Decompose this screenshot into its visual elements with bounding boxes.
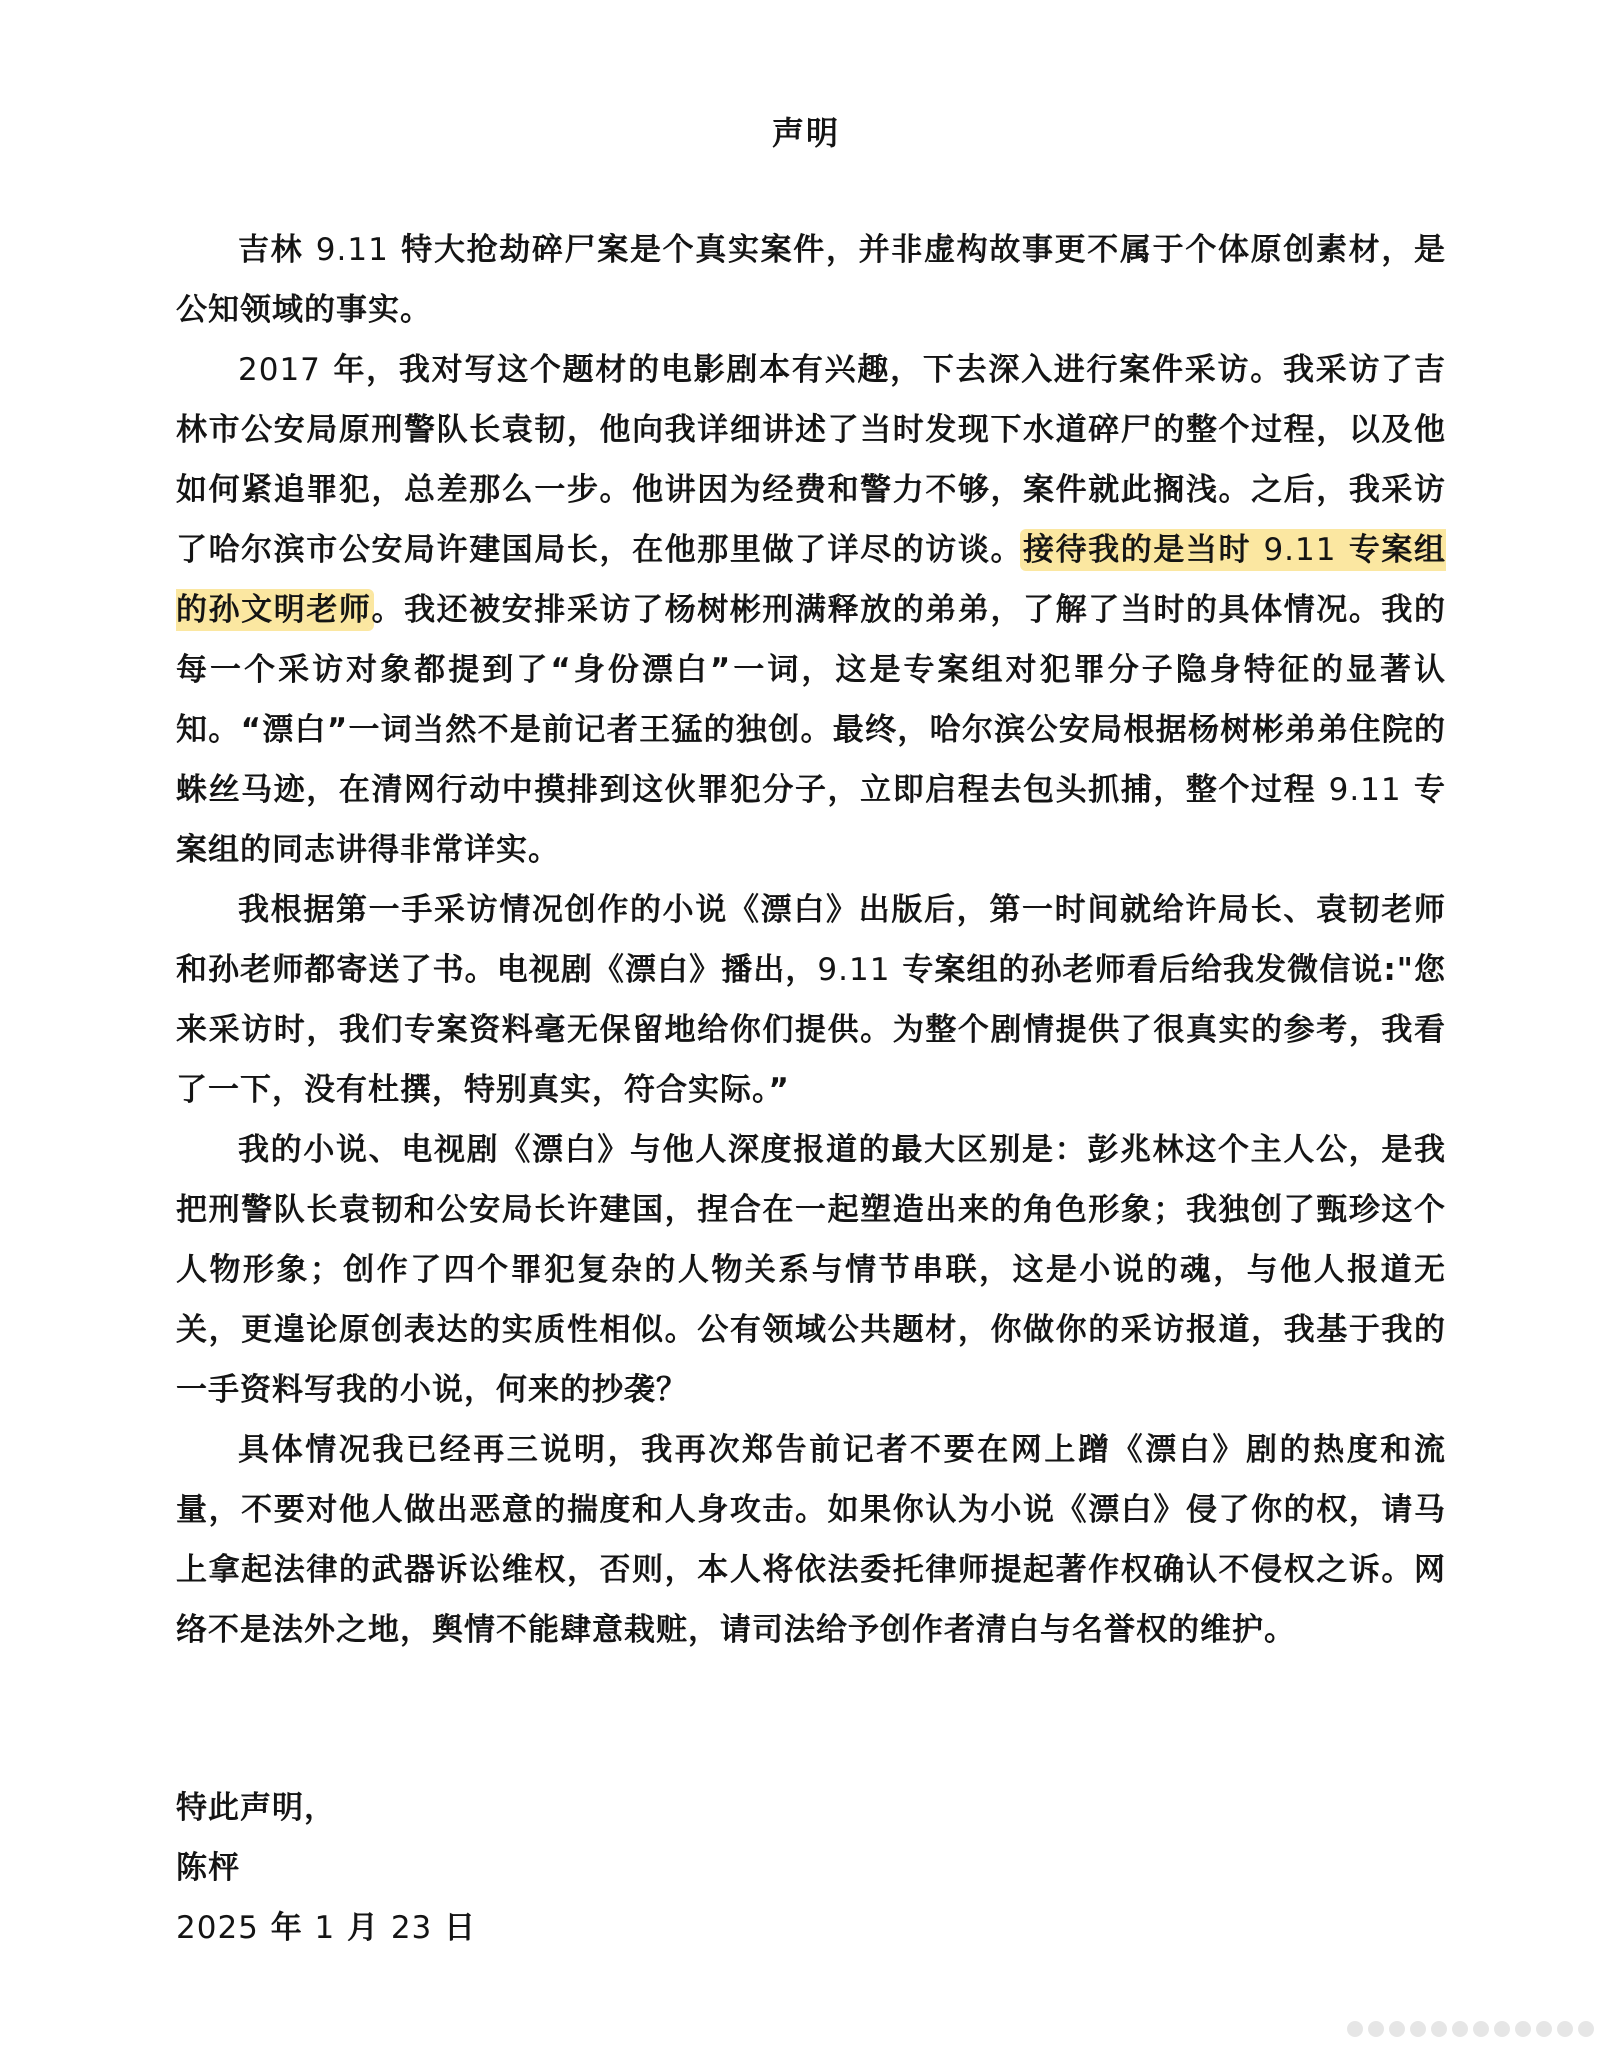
closing-block [176, 1778, 476, 1958]
text-segment: 年，我对写这个题材的电影剧本有兴趣，下去深入进行案件采访。我采访了吉林市公安局原刑警队长袁韧，他向我详细讲述了当时发现下水道碎尸的整个过程，以及他如何紧追罪犯，总差那么一步。他讲因为经费和警力不够，案件就此搁浅。之后，我采访了哈尔滨市公安局许建国局长，在他那里做了详尽的访谈。 [176, 352, 1446, 568]
date-year: 2025 [176, 1910, 259, 1946]
date-day-unit: 日 [432, 1910, 477, 1946]
text-segment: 具体情况我已经再三说明，我再次郑告前记者不要在网上蹭《漂白》剧的热度和流量，不要对他人做出恶意的揣度和人身攻击。如果你认为小说《漂白》侵了你的权，请马上拿起法律的武器诉讼维权，否则，本人将依法委托律师提起著作权确认不侵权之诉。网络不是法外之地，舆情不能肆意栽赃，请司法给予创作者清白与名誉权的维护。 [176, 1432, 1446, 1648]
text-segment: 专案组的孙老师看后给我发微信说:"您来采访时，我们专案资料毫无保留地给你们提供。为整个剧情提供了很真实的参考，我看了一下，没有杜撰，特别真实，符合实际。” [176, 952, 1446, 1108]
watermark-dots-icon [1347, 2021, 1594, 2037]
case-number: 9.11 [1328, 772, 1402, 808]
statement-date [176, 1898, 476, 1958]
paragraph-3 [176, 880, 1446, 1120]
case-number: 9.11 [817, 952, 891, 988]
paragraph-4 [176, 1120, 1446, 1420]
closing-statement: 特此声明， [176, 1790, 336, 1826]
text-segment: 特大抢劫碎尸案是个真实案件，并非虚构故事更不属于个体原创素材，是公知领域的事实。 [176, 232, 1446, 328]
paragraph-2 [176, 340, 1446, 880]
case-number: 9.11 [1263, 532, 1337, 568]
document-title: 声明 [771, 114, 840, 152]
paragraph-5 [176, 1420, 1446, 1660]
date-month-unit: 月 [335, 1910, 391, 1946]
paragraph-1 [176, 220, 1446, 340]
date-day: 23 [390, 1910, 433, 1946]
text-segment: 接待我的是当时 [1023, 532, 1264, 568]
text-segment: 我的小说、电视剧《漂白》与他人深度报道的最大区别是：彭兆林这个主人公，是我把刑警队长袁韧和公安局长许建国，捏合在一起塑造出来的角色形象；我独创了甄珍这个人物形象；创作了四个罪犯复杂的人物关系与情节串联，这是小说的魂，与他人报道无关，更遑论原创表达的实质性相似。公有领域公共题材，你做你的采访报道，我基于我的一手资料写我的小说，何来的抄袭？ [176, 1132, 1446, 1408]
statement-body [176, 220, 1446, 1660]
text-segment: 。我还被安排采访了杨树彬刑满释放的弟弟，了解了当时的具体情况。我的每一个采访对象都提到了“身份漂白”一词，这是专案组对犯罪分子隐身特征的显著认知。“漂白”一词当然不是前记者王猛的独创。最终，哈尔滨公安局根据杨树彬弟弟住院的蛛丝马迹，在清网行动中摸排到这伙罪犯分子，立即启程去包头抓捕，整个过程 [176, 592, 1447, 808]
date-month: 1 [314, 1910, 336, 1946]
text-segment: 专案组的同志讲得非常详实。 [176, 772, 1446, 868]
case-number: 9.11 [315, 232, 389, 268]
year-number: 2017 [238, 352, 321, 388]
text-segment: 吉林 [238, 232, 316, 268]
text-segment: 专案组的孙文明老师 [176, 532, 1447, 628]
author-name: 陈枰 [176, 1850, 240, 1886]
date-year-unit: 年 [258, 1910, 315, 1946]
text-segment: 我根据第一手采访情况创作的小说《漂白》出版后，第一时间就给许局长、袁韧老师和孙老师都寄送了书。电视剧《漂白》播出， [176, 892, 1446, 988]
